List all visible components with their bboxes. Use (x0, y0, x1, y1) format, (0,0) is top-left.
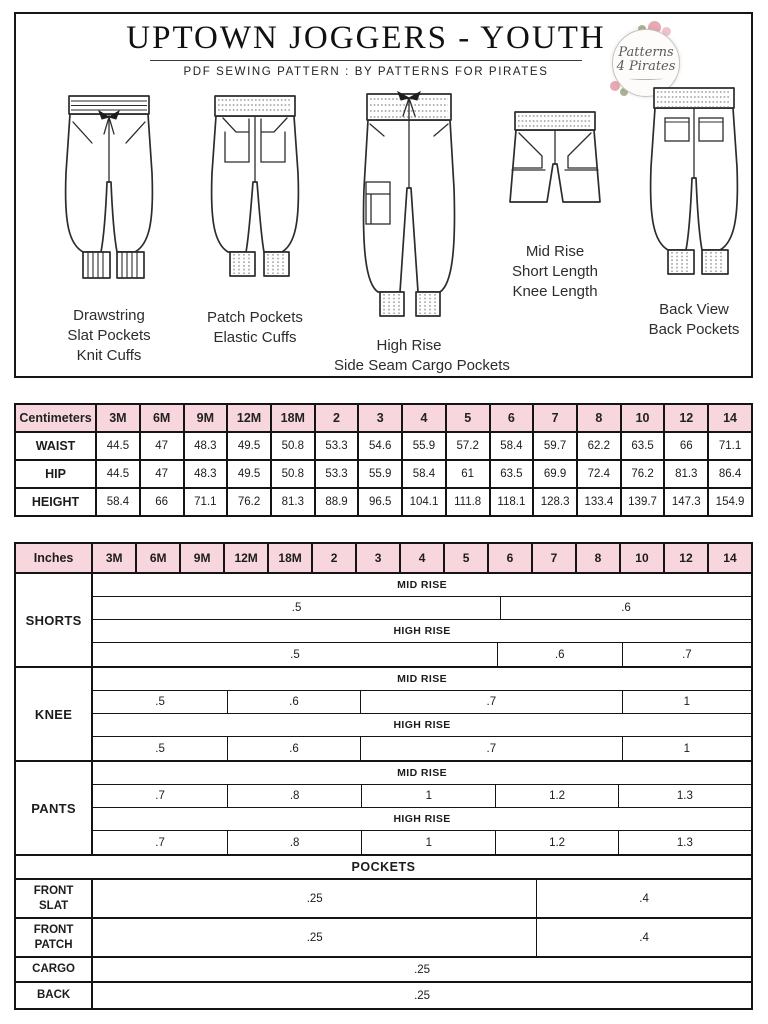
yardage-cell: 1 (362, 785, 496, 807)
yardage-value-row (93, 597, 751, 620)
yardage-cell: .6 (498, 643, 623, 666)
figure-high-rise-joggers (334, 88, 510, 376)
cm-value-cell: 81.3 (271, 488, 315, 516)
inches-yardage-table (14, 542, 753, 1010)
yardage-size-header-cell: 5 (445, 544, 489, 572)
rise-band-label: HIGH RISE (93, 808, 751, 831)
cm-size-header-cell: 10 (621, 404, 665, 432)
cm-value-cell: 61 (446, 460, 490, 488)
yardage-cell: .7 (361, 691, 623, 713)
logo-text-line1: Patterns (618, 44, 674, 60)
yardage-cell: .4 (639, 892, 649, 905)
cm-value-cell: 58.4 (96, 488, 140, 516)
yardage-size-header-cell: 8 (577, 544, 621, 572)
rise-band-label: HIGH RISE (93, 714, 751, 737)
cm-row-label: HEIGHT (15, 488, 96, 516)
yardage-size-header-cell: 7 (533, 544, 577, 572)
yardage-size-header-cell: 10 (621, 544, 665, 572)
yardage-size-headers (93, 544, 751, 572)
cm-value-cell: 72.4 (577, 460, 621, 488)
cm-size-header-cell: 8 (577, 404, 621, 432)
yardage-size-header-cell: 3M (93, 544, 137, 572)
logo-text-line2: 4 Pirates (616, 58, 676, 74)
cm-size-header-cell: 3M (96, 404, 140, 432)
yardage-cell: .8 (228, 785, 362, 807)
rise-band-label: MID RISE (93, 668, 751, 691)
rise-band-label: HIGH RISE (93, 620, 751, 643)
caption-line: Side Seam Cargo Pockets (334, 356, 510, 374)
yardage-cell: .25 (93, 919, 537, 956)
cm-value-cell: 53.3 (315, 460, 359, 488)
cm-value-cell: 96.5 (358, 488, 402, 516)
cm-size-header-cell: 4 (402, 404, 446, 432)
cm-value-cell: 71.1 (184, 488, 228, 516)
pocket-row-front-patch (16, 919, 751, 958)
caption-line: Back Pockets (648, 320, 740, 338)
cm-value-cell: 111.8 (446, 488, 490, 516)
yardage-cell: .7 (93, 831, 228, 854)
cm-size-header-cell: 9M (184, 404, 228, 432)
cm-size-header-cell: 6M (140, 404, 184, 432)
pocket-row-front-slat (16, 880, 751, 919)
yardage-size-header-cell: 3 (357, 544, 401, 572)
caption-line: High Rise (376, 337, 442, 354)
cm-value-cell: 49.5 (227, 432, 271, 460)
cm-size-header-cell: 18M (271, 404, 315, 432)
pocket-row-cargo (16, 958, 751, 983)
cm-value-cell: 57.2 (446, 432, 490, 460)
yardage-size-header-cell: 6M (137, 544, 181, 572)
caption-line: Mid Rise (525, 243, 585, 260)
high-rise-joggers-illustration (354, 88, 464, 320)
cm-value-cell: 55.9 (402, 432, 446, 460)
caption-line: Slat Pockets (67, 326, 151, 344)
caption-line: Patch Pockets (207, 309, 303, 326)
cm-size-header-cell: 5 (446, 404, 490, 432)
cm-unit-label: Centimeters (15, 404, 96, 432)
pocket-row-label: FRONT SLAT (16, 880, 93, 917)
yardage-cell: .5 (93, 643, 498, 666)
cm-value-cell: 54.6 (358, 432, 402, 460)
yardage-cell: .7 (93, 785, 228, 807)
yardage-size-header-cell: 14 (723, 551, 737, 565)
caption-line: Knit Cuffs (76, 346, 142, 364)
yardage-size-header-cell: 6 (489, 544, 533, 572)
back-view-illustration (642, 82, 746, 282)
cm-value-cell: 81.3 (664, 460, 708, 488)
section-label: PANTS (16, 762, 93, 854)
cm-header-row (15, 404, 752, 432)
cm-size-header-cell: 3 (358, 404, 402, 432)
figure-drawstring-joggers (38, 88, 180, 365)
cm-value-cell: 58.4 (402, 460, 446, 488)
yardage-cell: .7 (682, 648, 692, 661)
yardage-cell: 1.2 (496, 785, 618, 807)
caption-line: Back View (659, 301, 729, 318)
section-knee (16, 668, 751, 762)
cm-value-cell: 76.2 (621, 460, 665, 488)
cm-value-cell: 59.7 (533, 432, 577, 460)
yardage-size-header-cell: 12 (665, 544, 709, 572)
cm-value-cell: 48.3 (184, 432, 228, 460)
yardage-cell: .6 (228, 737, 361, 760)
figure-shorts (484, 106, 626, 301)
yardage-cell: 1 (683, 742, 691, 755)
yardage-size-header-cell: 2 (313, 544, 357, 572)
caption-line: Short Length (512, 262, 598, 280)
shorts-illustration (503, 106, 607, 228)
pattern-cover-panel (14, 12, 753, 378)
figure-caption (334, 336, 510, 376)
cm-value-cell: 47 (140, 460, 184, 488)
yardage-unit-label: Inches (16, 544, 93, 572)
cm-value-cell: 53.3 (315, 432, 359, 460)
page-title: UPTOWN JOGGERS - YOUTH (126, 20, 606, 56)
yardage-cell: .6 (621, 602, 631, 614)
yardage-cell: 1 (362, 831, 496, 854)
cm-size-header-cell: 14 (708, 404, 752, 432)
pocket-row-label: CARGO (16, 958, 93, 981)
cm-value-cell: 66 (664, 432, 708, 460)
cm-value-cell: 118.1 (490, 488, 534, 516)
caption-line: Drawstring (73, 307, 145, 324)
cm-row-label: WAIST (15, 432, 96, 460)
yardage-value-row (93, 831, 751, 854)
cm-value-cell: 86.4 (708, 460, 752, 488)
cm-size-header-cell: 7 (533, 404, 577, 432)
yardage-value-row (93, 643, 751, 666)
yardage-size-header-cell: 9M (181, 544, 225, 572)
cm-value-cell: 154.9 (708, 488, 752, 516)
yardage-cell: .4 (639, 931, 649, 944)
yardage-size-header-cell: 12M (225, 544, 269, 572)
cm-value-cell: 63.5 (490, 460, 534, 488)
yardage-cell: 1 (683, 696, 691, 708)
patch-pocket-joggers-illustration (203, 88, 307, 284)
title-block (126, 20, 606, 78)
yardage-cell: .25 (93, 880, 537, 917)
title-divider (150, 60, 582, 61)
cm-hip-row (15, 460, 752, 488)
pocket-row-label: FRONT PATCH (16, 919, 93, 956)
pockets-section-title: POCKETS (16, 856, 751, 880)
cm-value-cell: 63.5 (621, 432, 665, 460)
figure-caption (628, 300, 760, 340)
cm-value-cell: 66 (140, 488, 184, 516)
cm-size-header-cell: 6 (490, 404, 534, 432)
cm-value-cell: 47 (140, 432, 184, 460)
yardage-cell: .5 (93, 737, 228, 760)
centimeters-size-table (14, 403, 753, 517)
cm-size-header-cell: 2 (315, 404, 359, 432)
drawstring-joggers-illustration (57, 88, 161, 284)
cm-value-cell: 50.8 (271, 460, 315, 488)
caption-line: Knee Length (512, 282, 598, 300)
cm-value-cell: 71.1 (708, 432, 752, 460)
rise-band-label: MID RISE (93, 574, 751, 597)
figure-caption (184, 308, 326, 348)
cm-value-cell: 139.7 (621, 488, 665, 516)
cm-value-cell: 44.5 (96, 460, 140, 488)
cm-row-label: HIP (15, 460, 96, 488)
cm-value-cell: 76.2 (227, 488, 271, 516)
cm-value-cell: 62.2 (577, 432, 621, 460)
yardage-header-row (16, 544, 751, 574)
cm-value-cell: 44.5 (96, 432, 140, 460)
yardage-cell: .6 (228, 691, 361, 713)
cm-value-cell: 128.3 (533, 488, 577, 516)
yardage-cell: 1.3 (676, 790, 693, 802)
yardage-size-header-cell: 4 (401, 544, 445, 572)
section-label: KNEE (16, 668, 93, 760)
cm-value-cell: 104.1 (402, 488, 446, 516)
cm-waist-row (15, 432, 752, 460)
yardage-cell: 1.3 (676, 836, 693, 849)
cm-value-cell: 69.9 (533, 460, 577, 488)
yardage-value-row (93, 737, 751, 760)
yardage-cell: .25 (414, 963, 431, 976)
yardage-cell: .8 (228, 831, 362, 854)
yardage-cell: .7 (361, 737, 623, 760)
yardage-cell: .5 (93, 691, 228, 713)
cm-value-cell: 147.3 (664, 488, 708, 516)
caption-line: Elastic Cuffs (213, 328, 297, 346)
cm-value-cell: 88.9 (315, 488, 359, 516)
cm-value-cell: 49.5 (227, 460, 271, 488)
yardage-cell: 1.2 (496, 831, 618, 854)
cm-value-cell: 48.3 (184, 460, 228, 488)
section-label: SHORTS (16, 574, 93, 666)
yardage-cell: .25 (414, 989, 431, 1002)
cm-height-row (15, 488, 752, 516)
section-shorts (16, 574, 751, 668)
rise-band-label: MID RISE (93, 762, 751, 785)
logo-tagline-flourish (629, 77, 663, 80)
figure-caption (38, 306, 180, 365)
cm-value-cell: 55.9 (358, 460, 402, 488)
cm-value-cell: 58.4 (490, 432, 534, 460)
figure-back-view (628, 82, 760, 340)
yardage-value-row (93, 691, 751, 714)
figure-patch-pocket-joggers (184, 88, 326, 348)
page-subtitle: PDF SEWING PATTERN : BY PATTERNS FOR PIRATES (183, 66, 549, 78)
cm-value-cell: 50.8 (271, 432, 315, 460)
yardage-value-row (93, 785, 751, 808)
yardage-cell: .5 (93, 597, 501, 619)
cm-size-header-cell: 12M (227, 404, 271, 432)
figure-caption (484, 242, 626, 301)
cm-size-header-cell: 12 (664, 404, 708, 432)
pocket-row-back (16, 983, 751, 1008)
cm-value-cell: 133.4 (577, 488, 621, 516)
pocket-row-label: BACK (16, 983, 93, 1008)
yardage-size-header-cell: 18M (269, 544, 313, 572)
section-pants (16, 762, 751, 856)
